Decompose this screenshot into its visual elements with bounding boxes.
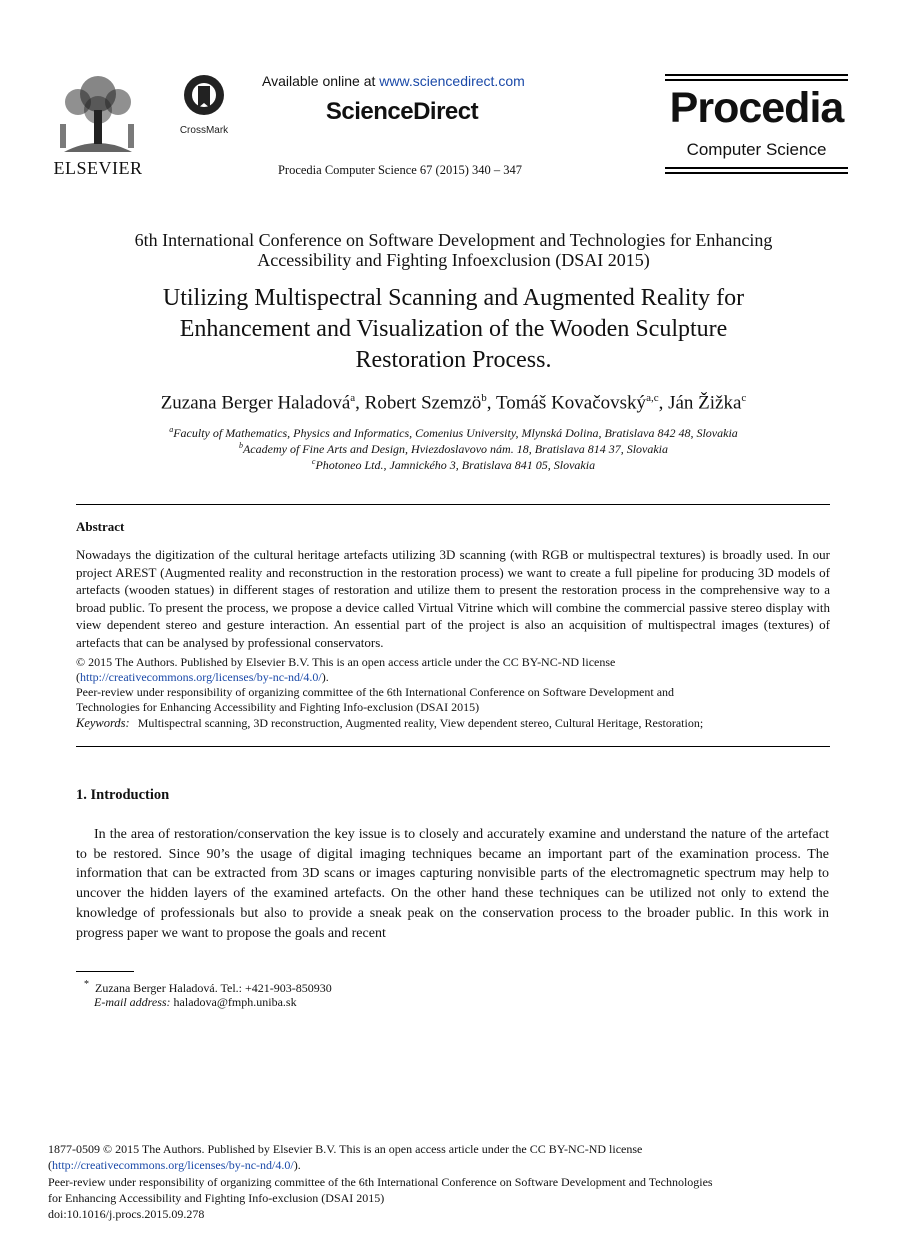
title-line-2: Enhancement and Visualization of the Wooden Sculpture	[179, 316, 728, 342]
procedia-subtitle: Computer Science	[686, 140, 827, 159]
author-name: Robert Szemzö	[364, 392, 482, 414]
conference-name	[80, 230, 827, 270]
elsevier-tree-icon	[54, 74, 142, 154]
affiliation-a	[80, 425, 827, 441]
copyright-line: © 2015 The Authors. Published by Elsevier B.V. This is an open access article under the CC BY-NC-ND license	[76, 655, 616, 669]
author-affiliation-mark: a	[350, 392, 356, 404]
abstract-top-rule	[76, 504, 830, 505]
author-list	[80, 392, 827, 414]
affiliation-c	[80, 457, 827, 473]
author-separator: ,	[355, 392, 365, 414]
crossmark-badge[interactable]	[174, 74, 234, 136]
copyright-note	[76, 655, 830, 685]
introduction-body: In the area of restoration/conservation the key issue is to closely and accurately examine and understand the nature of the artefact to be restored. Since 90’s the usage of digital imaging techniques became an important part of the examination process. The information that can be extracted from 3D scans or images capturing nonvisible parts of the electromagnetic spectrum may help to uncover the hidden layers of the examined artefacts. On the other hand these techniques can be utilized not only to extend the knowledge of professionals but also to provide a sneak peak on the conservation process to the broader public. In this work in progress paper we want to propose the goals and recent	[76, 827, 829, 941]
keywords	[76, 716, 830, 731]
footer-peer-review-2: for Enhancing Accessibility and Fighting Info-exclusion (DSAI 2015)	[48, 1190, 385, 1205]
author-name: Zuzana Berger Haladová	[160, 392, 351, 414]
conference-line-1: 6th International Conference on Software Development and Technologies for Enhancing	[134, 230, 773, 250]
keywords-label: Keywords:	[76, 716, 130, 730]
affiliation-mark: b	[238, 441, 243, 450]
affiliation-text: Academy of Fine Arts and Design, Hviezdoslavovo nám. 18, Bratislava 814 37, Slovakia	[242, 442, 669, 456]
affiliation-b	[80, 441, 827, 457]
footnote-contact	[84, 979, 332, 996]
sciencedirect-link[interactable]: www.sciencedirect.com	[379, 73, 525, 89]
email-address[interactable]: haladova@fmph.uniba.sk	[173, 995, 297, 1009]
keywords-list: Multispectral scanning, 3D reconstruction, Augmented reality, View dependent stereo, Cultural Heritage, Restoration;	[137, 716, 704, 730]
peer-review-line-2: Technologies for Enhancing Accessibility and Fighting Info-exclusion (DSAI 2015)	[76, 700, 480, 714]
license-link[interactable]: http://creativecommons.org/licenses/by-nc-nd/4.0/	[80, 670, 322, 684]
email-label: E-mail address:	[94, 995, 171, 1009]
sciencedirect-wordmark: ScienceDirect	[325, 98, 479, 125]
footnote-contact-text: Zuzana Berger Haladová. Tel.: +421-903-850930	[95, 981, 332, 995]
paper-title	[80, 283, 827, 376]
author-affiliation-mark: b	[481, 392, 487, 404]
affiliation-text: Photoneo Ltd., Jamnického 3, Bratislava 841 05, Slovakia	[315, 458, 596, 472]
peer-review-line-1: Peer-review under responsibility of organizing committee of the 6th International Conference on Software Development and	[76, 685, 675, 699]
footer-peer-review-1: Peer-review under responsibility of organizing committee of the 6th International Conference on Software Development and Technologies	[48, 1174, 713, 1189]
procedia-rule-bottom	[665, 167, 848, 169]
footnote-email	[94, 995, 297, 1010]
conference-line-2: Accessibility and Fighting Infoexclusion (DSAI 2015)	[257, 250, 650, 270]
author-separator: ,	[486, 392, 496, 414]
footnote-marker: *	[84, 979, 89, 990]
procedia-rule-top-2	[665, 79, 848, 81]
author-affiliation-mark: a,c	[646, 392, 659, 404]
section-heading-introduction: 1. Introduction	[76, 787, 170, 803]
procedia-rule-bottom-2	[665, 172, 848, 174]
abstract-body: Nowadays the digitization of the cultural heritage artefacts utilizing 3D scanning (with RGB or multispectral textures) is broadly used. In our project AREST (Augmented reality and reconstruction in the restoration process) we want to create a full pipeline for producing 3D models of artefacts (wooden statues) in different stages of restoration and utilize them to present the restoration process in the comprehensive way to a broad public. To present the process, we propose a device called Virtual Vitrine which will combine the commercial passive stereo display with view dependent stereo and gesture interaction. An essential part of the project is also an acquisition of multispectral images (textures) of artefacts that can be analysed by professional conservators.	[76, 547, 830, 650]
availability-line	[262, 73, 552, 89]
footer-license-line: (http://creativecommons.org/licenses/by-nc-nd/4.0/).	[48, 1158, 301, 1173]
affiliation-mark: a	[169, 425, 174, 434]
license-line: (http://creativecommons.org/licenses/by-nc-nd/4.0/).	[76, 670, 329, 684]
footnote-rule	[76, 971, 134, 972]
abstract-heading: Abstract	[76, 519, 125, 534]
crossmark-label: CrossMark	[179, 125, 229, 136]
title-line-1: Utilizing Multispectral Scanning and Augmented Reality for	[162, 285, 745, 311]
elsevier-wordmark: ELSEVIER	[53, 158, 143, 178]
procedia-wordmark: Procedia	[669, 84, 844, 132]
issn-line: 1877-0509 © 2015 The Authors. Published by Elsevier B.V. This is an open access article under the CC BY-NC-ND license	[48, 1142, 643, 1156]
crossmark-icon	[183, 74, 225, 120]
title-line-3: Restoration Process.	[355, 347, 552, 373]
abstract-bottom-rule	[76, 746, 830, 747]
procedia-rule-top	[665, 74, 848, 76]
doi[interactable]: doi:10.1016/j.procs.2015.09.278	[48, 1207, 205, 1222]
author-name: Ján Žižka	[668, 392, 742, 414]
author-separator: ,	[658, 392, 669, 414]
affiliation-text: Faculty of Mathematics, Physics and Informatics, Comenius University, Mlynská Dolina, Bratislava 842 48, Slovakia	[173, 426, 738, 440]
affiliation-mark: c	[311, 457, 316, 466]
footer-license-link[interactable]: http://creativecommons.org/licenses/by-nc-nd/4.0/	[52, 1158, 294, 1173]
peer-review-note	[76, 685, 830, 715]
author-affiliation-mark: c	[741, 392, 747, 404]
journal-reference: Procedia Computer Science 67 (2015) 340 – 347	[277, 163, 523, 177]
available-prefix: Available online at	[262, 73, 380, 89]
author-name: Tomáš Kovačovský	[495, 392, 647, 414]
elsevier-logo	[48, 74, 148, 178]
article-footer	[48, 1141, 848, 1222]
procedia-logo	[665, 74, 848, 174]
